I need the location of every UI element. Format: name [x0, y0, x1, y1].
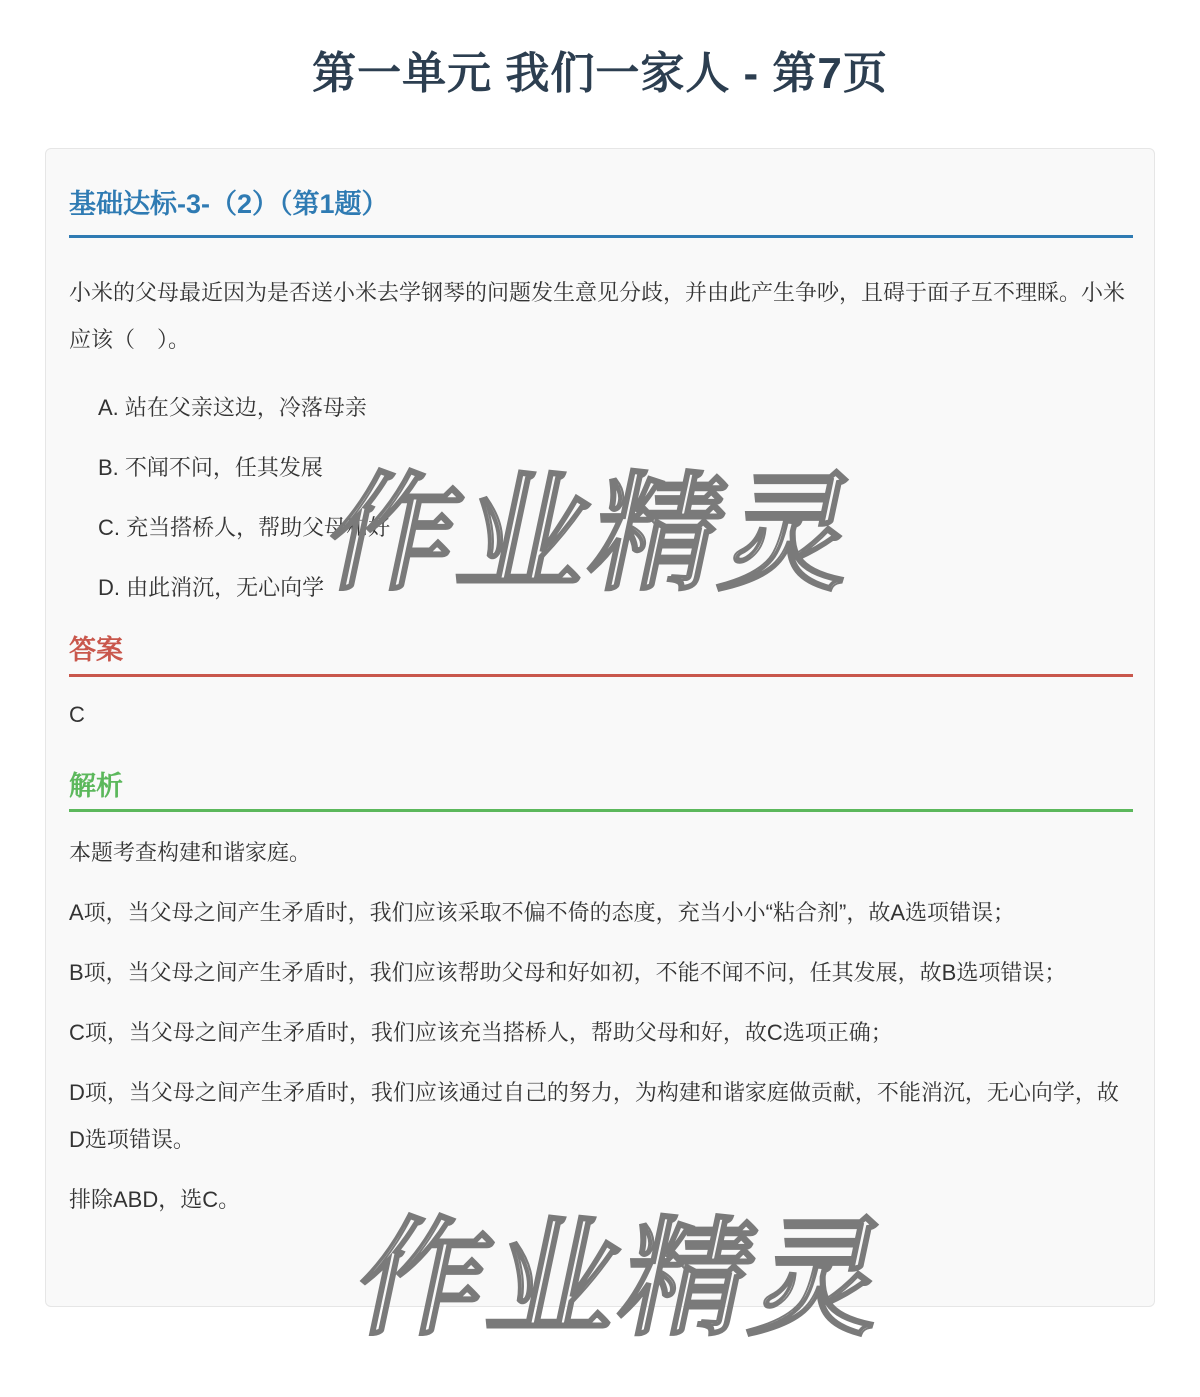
answer-value: C: [69, 702, 85, 727]
option-a: A. 站在父亲这边，冷落母亲: [98, 395, 367, 420]
option-list: [98, 378, 390, 618]
question-stem: 小米的父母最近因为是否送小米去学钢琴的问题发生意见分歧，并由此产生争吵，且碍于面子互不理睬。小米应该（ ）。: [69, 280, 1126, 352]
explanation-divider: [69, 809, 1133, 812]
explanation-body: [69, 829, 1133, 1236]
question-card: [45, 148, 1155, 1307]
option-b: B. 不闻不问，任其发展: [98, 455, 323, 480]
explanation-paragraph: C项，当父母之间产生矛盾时，我们应该充当搭桥人，帮助父母和好，故C选项正确；: [69, 1020, 893, 1045]
question-title: 基础达标-3-（2）（第1题）: [69, 189, 389, 219]
option-c: C. 充当搭桥人，帮助父母和好: [98, 515, 391, 540]
answer-divider: [69, 674, 1133, 677]
explanation-paragraph: D项，当父母之间产生矛盾时，我们应该通过自己的努力，为构建和谐家庭做贡献，不能消沉，无心向学，故D选项错误。: [69, 1080, 1119, 1152]
explanation-paragraph: B项，当父母之间产生矛盾时，我们应该帮助父母和好如初，不能不闻不问，任其发展，故B选项错误；: [69, 960, 1067, 985]
explanation-paragraph: A项，当父母之间产生矛盾时，我们应该采取不偏不倚的态度，充当小小“粘合剂”，故A选项错误；: [69, 900, 1016, 925]
option-d: D. 由此消沉，无心向学: [98, 575, 325, 600]
explanation-paragraph: 本题考查构建和谐家庭。: [69, 840, 312, 865]
explanation-heading: 解析: [69, 771, 123, 801]
answer-heading: 答案: [69, 635, 123, 665]
page-title: 第一单元 我们一家人 - 第7页: [312, 49, 888, 98]
question-title-divider: [69, 235, 1133, 238]
explanation-paragraph: 排除ABD，选C。: [69, 1187, 241, 1212]
